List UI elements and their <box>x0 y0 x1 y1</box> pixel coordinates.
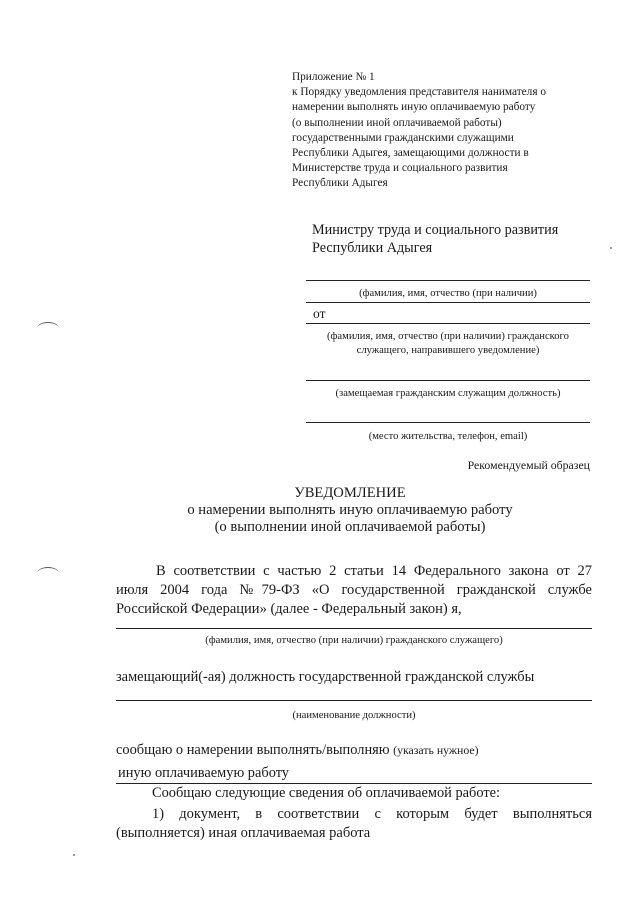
body-paragraph-line: июля 2004 года №79-ФЗ «О государственной гражданской службе <box>116 582 592 598</box>
addressee-line: Министру труда и социального развития <box>312 222 559 238</box>
fio-field-line[interactable] <box>306 280 590 281</box>
item-line: 1) документ, в соответствии с которым будет выполняться <box>152 806 592 822</box>
recommended-sample-note: Рекомендуемый образец <box>467 458 590 472</box>
annex-line: государственными гражданскими служащими <box>292 131 514 144</box>
employee-fio-line[interactable] <box>116 628 592 629</box>
info-intro: Сообщаю следующие сведения об оплачиваемой работе: <box>152 785 501 801</box>
annex-line: Приложение № 1 <box>292 71 375 83</box>
fio-field-underline <box>306 302 590 303</box>
position-field-line[interactable] <box>306 380 590 381</box>
annex-header <box>292 70 612 192</box>
notice-subtitle: о намерении выполнять иную оплачиваемую работу <box>187 502 513 518</box>
sender-caption-line: (фамилия, имя, отчество (при наличии) гражданского <box>327 331 569 342</box>
body-paragraph-line: Российской Федерации» (далее - Федеральный закон) я, <box>116 601 462 617</box>
annex-line: Республики Адыгея <box>292 177 388 190</box>
addressee-line: Республики Адыгея <box>312 240 433 256</box>
addressee <box>312 221 558 257</box>
sender-field-line[interactable] <box>306 323 590 324</box>
employee-fio-caption: (фамилия, имя, отчество (при наличии) гражданского служащего) <box>205 635 503 646</box>
position-statement: замещающий(-ая) должность государственной гражданской службы <box>116 669 535 685</box>
contacts-field-line[interactable] <box>306 422 590 423</box>
scan-speck <box>610 247 612 249</box>
inform-note: (указать нужное) <box>393 743 479 757</box>
annex-line: намерении выполнять иную оплачиваемую работу <box>292 101 536 114</box>
position-name-line[interactable] <box>116 700 592 701</box>
item-line: (выполняется) иная оплачиваемая работа <box>116 825 371 841</box>
work-type-text: иную оплачиваемую работу <box>118 765 290 781</box>
annex-line: Республики Адыгея, замещающими должности в <box>292 147 529 160</box>
position-name-caption: (наименование должности) <box>292 710 416 721</box>
annex-line: (о выполнении иной оплачиваемой работы) <box>292 116 502 129</box>
fio-caption: (фамилия, имя, отчество (при наличии) <box>359 288 537 299</box>
sender-caption <box>306 330 590 357</box>
hole-punch-mark-top <box>37 322 59 335</box>
hole-punch-mark-bottom <box>37 567 59 580</box>
position-caption: (замещаемая гражданским служащим должность) <box>335 388 561 399</box>
scan-speck <box>73 854 75 856</box>
inform-statement <box>116 742 479 759</box>
contacts-caption: (место жительства, телефон, email) <box>368 431 528 442</box>
body-paragraph-line: В соответствии с частью 2 статьи 14 Федерального закона от 27 <box>156 563 592 579</box>
from-label: от <box>313 306 326 321</box>
notice-subtitle: (о выполнении иной оплачиваемой работы) <box>214 519 486 535</box>
inform-text: сообщаю о намерении выполнять/выполняю <box>116 742 390 758</box>
sender-caption-line: служащего, направившего уведомление) <box>356 345 540 356</box>
notice-title: УВЕДОМЛЕНИЕ <box>294 485 406 501</box>
work-type-line[interactable] <box>116 783 592 784</box>
annex-line: к Порядку уведомления представителя нанимателя о <box>292 86 546 99</box>
annex-line: Министерстве труда и социального развития <box>292 162 508 175</box>
